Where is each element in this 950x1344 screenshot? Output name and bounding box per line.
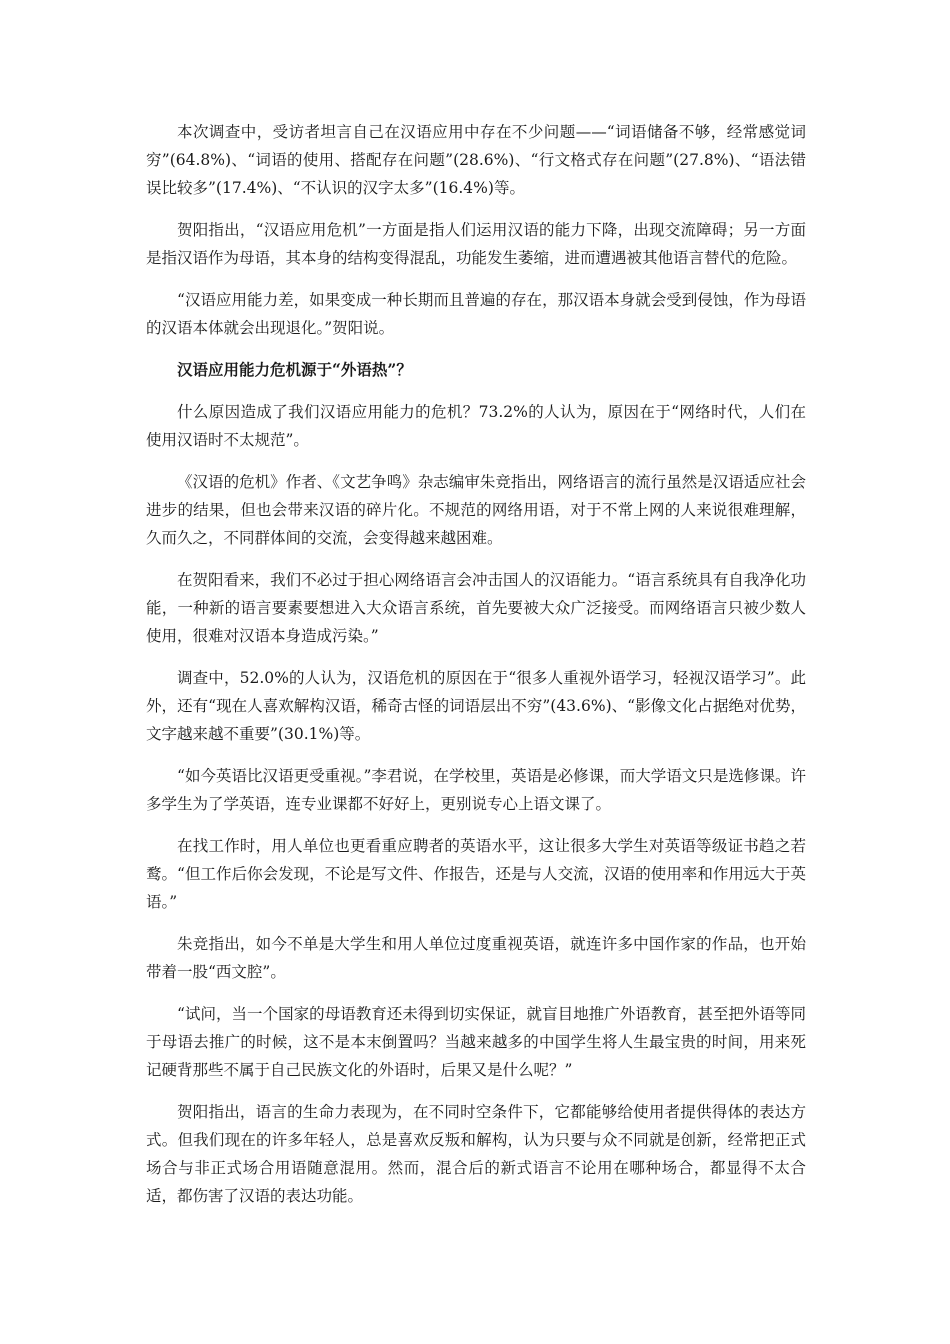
paragraph: 贺阳指出，“汉语应用危机”一方面是指人们运用汉语的能力下降，出现交流障碍；另一方面是指汉语作为母语，其本身的结构变得混乱，功能发生萎缩，进而遭遇被其他语言替代的危险。 [146, 221, 806, 267]
paragraph: 在贺阳看来，我们不必过于担心网络语言会冲击国人的汉语能力。“语言系统具有自我净化功能，一种新的语言要素要想进入大众语言系统，首先要被大众广泛接受。而网络语言只被少数人使用，很难对汉语本身造成污染。” [146, 571, 806, 645]
paragraph: 什么原因造成了我们汉语应用能力的危机？73.2%的人认为，原因在于“网络时代，人们在使用汉语时不太规范”。 [146, 403, 806, 449]
paragraph: 在找工作时，用人单位也更看重应聘者的英语水平，这让很多大学生对英语等级证书趋之若鹜。“但工作后你会发现，不论是写文件、作报告，还是与人交流，汉语的使用率和作用远大于英语。” [146, 837, 806, 911]
paragraph: “如今英语比汉语更受重视。”李君说，在学校里，英语是必修课，而大学语文只是选修课。许多学生为了学英语，连专业课都不好好上，更别说专心上语文课了。 [146, 767, 806, 813]
section-heading: 汉语应用能力危机源于“外语热”？ [177, 360, 412, 379]
paragraph: 贺阳指出，语言的生命力表现为，在不同时空条件下，它都能够给使用者提供得体的表达方式。但我们现在的许多年轻人，总是喜欢反叛和解构，认为只要与众不同就是创新，经常把正式场合与非正式场合用语随意混用。然而，混合后的新式语言不论用在哪种场合，都显得不太合适，都伤害了汉语的表达功能。 [146, 1103, 806, 1205]
paragraph: 本次调查中，受访者坦言自己在汉语应用中存在不少问题——“词语储备不够，经常感觉词穷”(64.8%)、“词语的使用、搭配存在问题”(28.6%)、“行文格式存在问题”(27.8%)、“语法错误比较多”(17.4%)、“不认识的汉字太多”(16.4%)等。 [146, 123, 806, 197]
paragraph: 调查中，52.0%的人认为，汉语危机的原因在于“很多人重视外语学习，轻视汉语学习”。此外，还有“现在人喜欢解构汉语，稀奇古怪的词语层出不穷”(43.6%)、“影像文化占据绝对优势，文字越来越不重要”(30.1%)等。 [146, 669, 806, 743]
paragraph: 朱竞指出，如今不单是大学生和用人单位过度重视英语，就连许多中国作家的作品，也开始带着一股“西文腔”。 [146, 935, 806, 981]
article-body [146, 118, 806, 1224]
paragraph: “试问，当一个国家的母语教育还未得到切实保证，就盲目地推广外语教育，甚至把外语等同于母语去推广的时候，这不是本末倒置吗？当越来越多的中国学生将人生最宝贵的时间，用来死记硬背那些不属于自己民族文化的外语时，后果又是什么呢？” [146, 1005, 806, 1079]
paragraph: “汉语应用能力差，如果变成一种长期而且普遍的存在，那汉语本身就会受到侵蚀，作为母语的汉语本体就会出现退化。”贺阳说。 [146, 291, 806, 337]
paragraph: 《汉语的危机》作者、《文艺争鸣》杂志编审朱竞指出，网络语言的流行虽然是汉语适应社会进步的结果，但也会带来汉语的碎片化。不规范的网络用语，对于不常上网的人来说很难理解，久而久之，不同群体间的交流，会变得越来越困难。 [146, 473, 806, 547]
